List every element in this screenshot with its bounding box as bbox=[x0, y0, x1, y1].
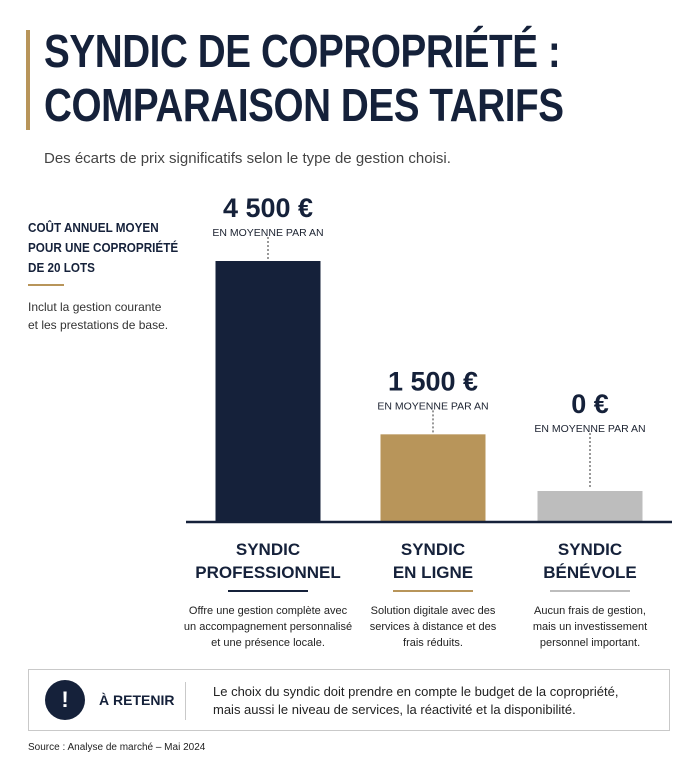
source-note: Source : Analyse de marché – Mai 2024 bbox=[28, 742, 206, 753]
bar-value-caption-2: EN MOYENNE PAR AN bbox=[534, 423, 646, 435]
bar-2 bbox=[538, 491, 643, 521]
key-takeaway-divider bbox=[185, 682, 186, 720]
side-label-line-1: COÛT ANNUEL MOYEN bbox=[28, 220, 159, 235]
category-label-line-2: BÉNÉVOLE bbox=[543, 563, 637, 582]
category-desc-en-ligne bbox=[348, 603, 518, 651]
key-takeaway-line-2: mais aussi le niveau de services, la réactivité et la disponibilité. bbox=[213, 702, 576, 717]
page-subtitle: Des écarts de prix significatifs selon le type de gestion choisi. bbox=[44, 150, 451, 167]
category-desc-line-2: un accompagnement personnalisé bbox=[183, 621, 353, 633]
category-label-line-1: SYNDIC bbox=[235, 540, 301, 559]
key-takeaway-box bbox=[28, 669, 670, 731]
category-label-en-ligne bbox=[343, 538, 523, 584]
category-rule-professionnel bbox=[228, 590, 308, 592]
category-label-line-1: SYNDIC bbox=[557, 540, 623, 559]
key-takeaway-text bbox=[213, 683, 653, 719]
category-desc-line-2: mais un investissement bbox=[532, 621, 648, 633]
category-label-benevole bbox=[500, 538, 680, 584]
category-desc-line-3: et une présence locale. bbox=[211, 637, 325, 649]
bar-value-label-2: 0 € bbox=[571, 389, 609, 419]
bar-value-caption-1: EN MOYENNE PAR AN bbox=[377, 400, 489, 413]
bar-value-label-0: 4 500 € bbox=[222, 193, 314, 223]
category-label-line-2: EN LIGNE bbox=[392, 563, 474, 582]
category-desc-benevole bbox=[505, 603, 675, 651]
side-label-line-3: DE 20 LOTS bbox=[28, 260, 95, 275]
page-title bbox=[44, 24, 564, 132]
exclamation-icon: ! bbox=[45, 680, 85, 720]
bar-value-caption-0: EN MOYENNE PAR AN bbox=[212, 227, 324, 239]
category-desc-line-2: services à distance et des bbox=[369, 621, 497, 633]
category-desc-line-3: frais réduits. bbox=[403, 637, 463, 649]
bar-chart bbox=[0, 180, 700, 540]
category-label-line-1: SYNDIC bbox=[400, 540, 466, 559]
category-rule-en-ligne bbox=[393, 590, 473, 592]
key-takeaway-label: À RETENIR bbox=[99, 692, 175, 708]
title-line-1: SYNDIC DE COPROPRIÉTÉ : bbox=[44, 25, 561, 77]
bar-value-label-1: 1 500 € bbox=[387, 366, 479, 397]
category-rule-benevole bbox=[550, 590, 630, 592]
category-desc-line-1: Aucun frais de gestion, bbox=[534, 605, 646, 617]
category-label-professionnel bbox=[178, 538, 358, 584]
side-label-line-2: POUR UNE COPROPRIÉTÉ bbox=[28, 240, 179, 255]
category-label-line-2: PROFESSIONNEL bbox=[195, 563, 341, 582]
category-desc-line-3: personnel important. bbox=[539, 637, 641, 649]
category-desc-line-1: Solution digitale avec des bbox=[370, 605, 496, 617]
category-desc-professionnel bbox=[183, 603, 353, 651]
key-takeaway-line-1: Le choix du syndic doit prendre en compte le budget de la copropriété, bbox=[213, 684, 619, 699]
title-line-2: COMPARAISON DES TARIFS bbox=[44, 79, 564, 131]
category-desc-line-1: Offre une gestion complète avec bbox=[188, 605, 348, 617]
bar-0 bbox=[216, 261, 321, 521]
side-note-line-2: et les prestations de base. bbox=[28, 318, 169, 332]
bar-1 bbox=[381, 434, 486, 521]
title-accent-bar bbox=[26, 30, 30, 130]
side-note-line-1: Inclut la gestion courante bbox=[28, 300, 162, 314]
